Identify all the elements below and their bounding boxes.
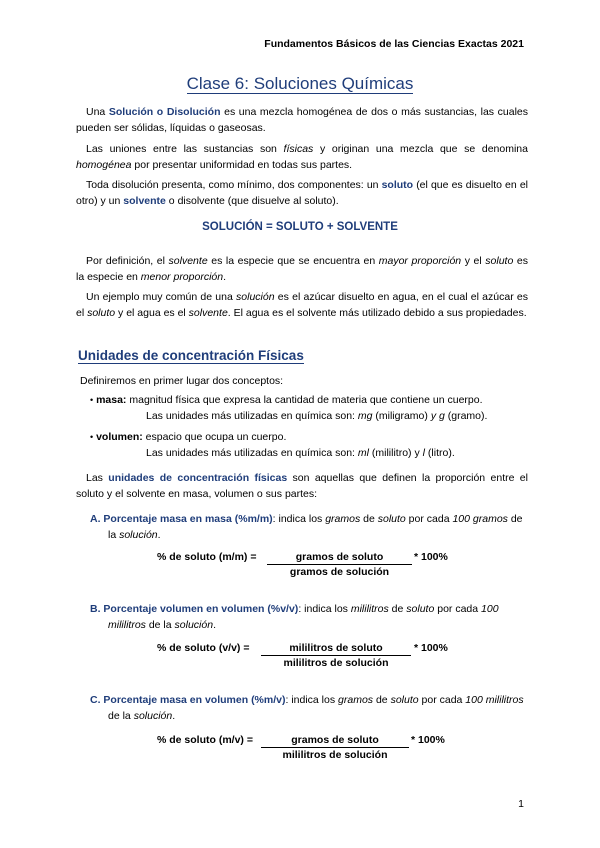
- fraction-line: [261, 747, 409, 748]
- page-header: Fundamentos Básicos de las Ciencias Exactas 2021: [264, 38, 524, 50]
- masa-units: Las unidades más utilizadas en química son: mg (miligramo) y g (gramo).: [146, 410, 488, 422]
- paragraph-definition: Una Solución o Disolución es una mezcla homogénea de dos o más sustancias, las cuales pueden ser sólidas, líquidas o gaseosas.: [76, 106, 529, 134]
- section-heading: Unidades de concentración Físicas: [78, 348, 304, 363]
- paragraph-unions: Las uniones entre las sustancias son físicas y originan una mezcla que se denomina homogénea por presentar uniformidad en todas sus partes.: [76, 143, 528, 171]
- formula-a-denominator: gramos de solución: [289, 566, 390, 578]
- fraction-line: [267, 564, 412, 565]
- paragraph-example: Un ejemplo muy común de una solución es el azúcar disuelto en agua, en el cual el azúcar es el soluto y el agua es el solvente. El agua es el solvente más utilizado debido a sus propiedades.: [76, 291, 528, 319]
- fraction-line: [261, 655, 411, 656]
- page-number: 1: [518, 798, 524, 810]
- paragraph-units: Las unidades de concentración físicas son aquellas que definen la proporción entre el soluto y el solvente en masa, volumen o sus partes:: [76, 472, 528, 500]
- section-c: C. Porcentaje masa en volumen (%m/v): indica los gramos de soluto por cada 100 mililitros de la solución.: [90, 694, 524, 722]
- formula-b-multiplier: * 100%: [414, 642, 448, 654]
- volumen-units: Las unidades más utilizadas en química son: ml (mililitro) y l (litro).: [146, 447, 455, 459]
- section-b: B. Porcentaje volumen en volumen (%v/v): indica los mililitros de soluto por cada 100 mililitros de la solución.: [90, 603, 499, 631]
- formula-a-multiplier: * 100%: [414, 551, 448, 563]
- formula-b-denominator: mililitros de solución: [283, 657, 389, 669]
- bullet-icon: •: [90, 432, 94, 442]
- bullet-icon: •: [90, 395, 94, 405]
- list-item-volumen: • volumen: espacio que ocupa un cuerpo.: [90, 431, 287, 443]
- formula-c-denominator: mililitros de solución: [282, 749, 388, 761]
- formula-c-lhs: % de soluto (m/v) =: [157, 734, 253, 746]
- intro-concepts: Definiremos en primer lugar dos conceptos:: [80, 375, 284, 387]
- formula-b-numerator: mililitros de soluto: [289, 642, 383, 654]
- formula-a-lhs: % de soluto (m/m) =: [157, 551, 257, 563]
- formula-c-numerator: gramos de soluto: [291, 734, 379, 746]
- formula-a-numerator: gramos de soluto: [295, 551, 384, 563]
- paragraph-definition-solvent: Por definición, el solvente es la especie que se encuentra en mayor proporción y el soluto es la especie en menor proporción.: [76, 255, 528, 283]
- formula-b-lhs: % de soluto (v/v) =: [157, 642, 250, 654]
- paragraph-components: Toda disolución presenta, como mínimo, dos componentes: un soluto (el que es disuelto en el otro) y un solvente o disolvente (que disuelve al soluto).: [76, 179, 528, 207]
- main-formula: SOLUCIÓN = SOLUTO + SOLVENTE: [202, 221, 398, 233]
- formula-c-multiplier: * 100%: [411, 734, 445, 746]
- list-item-masa: • masa: magnitud física que expresa la cantidad de materia que contiene un cuerpo.: [90, 394, 483, 406]
- section-a: A. Porcentaje masa en masa (%m/m): indica los gramos de soluto por cada 100 gramos de la solución.: [90, 513, 523, 541]
- page-title: Clase 6: Soluciones Químicas: [186, 74, 414, 93]
